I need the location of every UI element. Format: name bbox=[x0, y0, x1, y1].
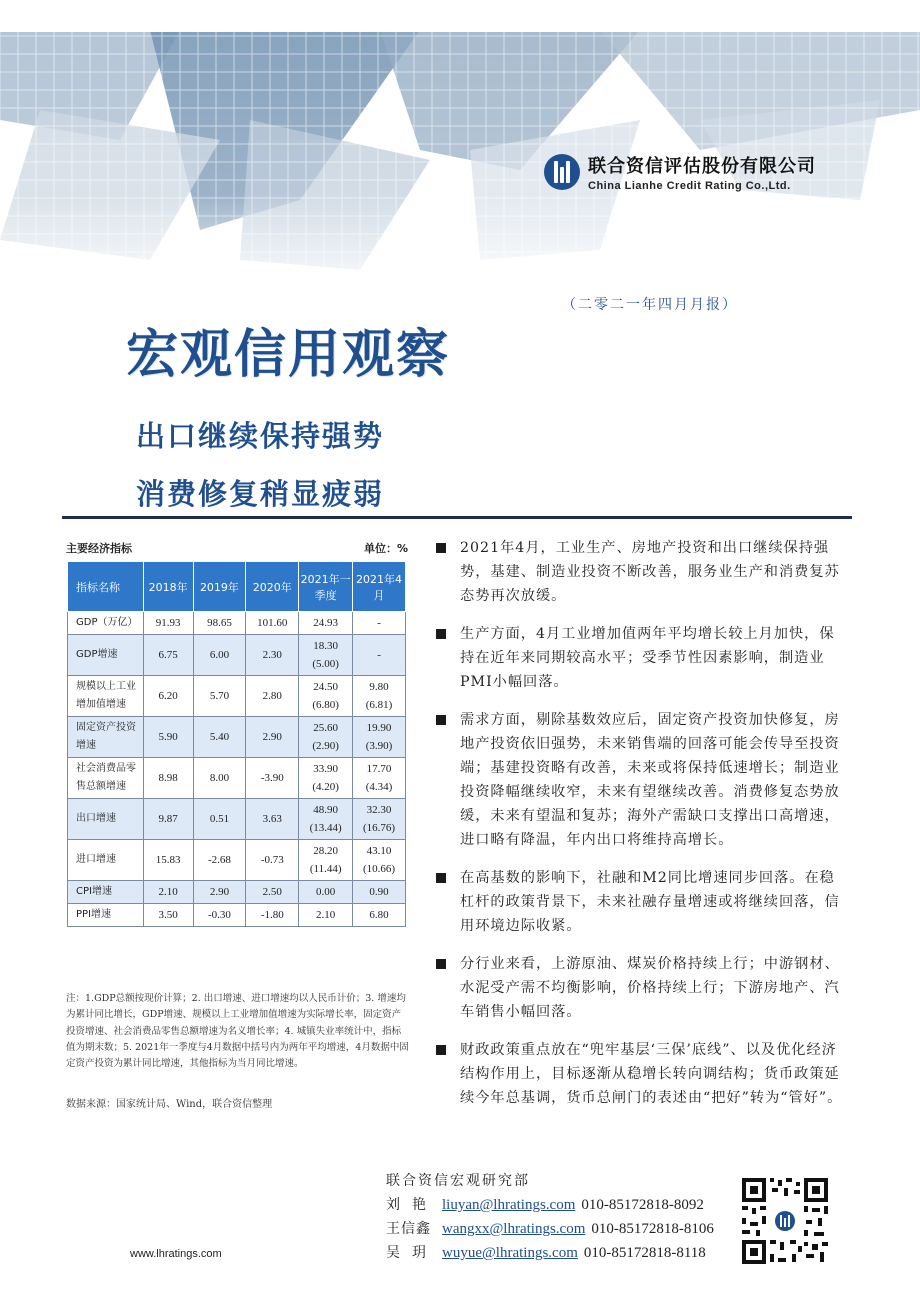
square-bullet-icon bbox=[436, 629, 446, 639]
header-indicator: 指标名称 bbox=[68, 562, 144, 612]
bullet-item: 生产方面，4月工业增加值两年平均增长较上月加快，保持在近年来同期较高水平；受季节性因素影响，制造业PMI小幅回落。 bbox=[436, 622, 846, 694]
lianhe-logo-icon bbox=[544, 154, 580, 190]
subtitle-line-1: 出口继续保持强势 bbox=[136, 419, 385, 453]
header-banner bbox=[0, 0, 920, 300]
square-bullet-icon bbox=[436, 715, 446, 725]
company-name-en: China Lianhe Credit Rating Co.,Ltd. bbox=[588, 180, 791, 192]
contact-phone: 010-85172818-8118 bbox=[583, 1245, 706, 1261]
bullet-item: 2021年4月，工业生产、房地产投资和出口继续保持强势，基建、制造业投资不断改善，服务业生产和消费复苏态势再次放缓。 bbox=[436, 536, 846, 608]
table-notes: 注：1.GDP总额按现价计算；2. 出口增速、进口增速均以人民币计价；3. 增速均为累计同比增长，GDP增速、规模以上工业增加值增速为实际增长率，固定资产投资增速、社会消费品零售总额增速为名义增长率；4. 城镇失业率统计中，指标值为期末数；5. 2021年一季度与4月数据中括号内为两年平均增速，4月数据中固定资产投资为累计同比增速，其他指标为当月同比增速。 bbox=[66, 993, 409, 1070]
table-row: 固定资产投资增速 5.90 5.40 2.90 25.60 (2.90) 19.90 (3.90) bbox=[68, 717, 406, 758]
table-row: 进口增速 15.83 -2.68 -0.73 28.20 (11.44) 43.10 (10.66) bbox=[68, 840, 406, 881]
contact-phone: 010-85172818-8106 bbox=[591, 1221, 714, 1237]
key-points bbox=[436, 536, 846, 1124]
contact-email-link[interactable]: liuyan@lhratings.com bbox=[442, 1197, 576, 1213]
square-bullet-icon bbox=[436, 959, 446, 969]
research-dept: 联合资信宏观研究部 bbox=[386, 1173, 530, 1189]
website-link[interactable]: www.lhratings.com bbox=[130, 1248, 222, 1260]
header-2021apr: 2021年4月 bbox=[353, 562, 406, 612]
contact-name: 刘艳 bbox=[386, 1197, 438, 1213]
geometric-banner-graphic bbox=[0, 0, 920, 300]
header-2021q1: 2021年一季度 bbox=[299, 562, 353, 612]
table-row: GDP增速 6.75 6.00 2.30 18.30 (5.00) - bbox=[68, 635, 406, 676]
contact-email-link[interactable]: wuyue@lhratings.com bbox=[442, 1245, 578, 1261]
series-title: 宏观信用观察 bbox=[126, 325, 451, 385]
table-row: 出口增速 9.87 0.51 3.63 48.90 (13.44) 32.30 (16.76) bbox=[68, 799, 406, 840]
issue-date: （二零二一年四月月报） bbox=[562, 297, 738, 313]
data-source: 数据来源：国家统计局、Wind，联合资信整理 bbox=[66, 1099, 273, 1110]
contact-name: 吴玥 bbox=[386, 1245, 438, 1261]
contact-row bbox=[386, 1218, 714, 1242]
header-2019: 2019年 bbox=[193, 562, 246, 612]
table-caption bbox=[66, 540, 408, 556]
company-logo bbox=[544, 152, 816, 192]
table-title: 主要经济指标 bbox=[66, 542, 132, 555]
bullet-item: 在高基数的影响下，社融和M2同比增速同步回落。在稳杠杆的政策背景下，未来社融存量增速或将继续回落，信用环境边际收紧。 bbox=[436, 866, 846, 938]
table-row: GDP（万亿） 91.93 98.65 101.60 24.93 - bbox=[68, 612, 406, 635]
table-row: 规模以上工业增加值增速 6.20 5.70 2.80 24.50 (6.80) 9.80 (6.81) bbox=[68, 676, 406, 717]
table-row: 社会消费品零售总额增速 8.98 8.00 -3.90 33.90 (4.20) 17.70 (4.34) bbox=[68, 758, 406, 799]
contact-row bbox=[386, 1194, 714, 1218]
table-header-row bbox=[68, 562, 406, 612]
company-name-cn: 联合资信评估股份有限公司 bbox=[588, 156, 816, 177]
contact-phone: 010-85172818-8092 bbox=[581, 1197, 704, 1213]
contact-email-link[interactable]: wangxx@lhratings.com bbox=[442, 1221, 586, 1237]
square-bullet-icon bbox=[436, 873, 446, 883]
square-bullet-icon bbox=[436, 543, 446, 553]
subtitle-line-2: 消费修复稍显疲弱 bbox=[136, 477, 385, 511]
qr-code-icon bbox=[740, 1176, 830, 1266]
economic-indicators-table bbox=[67, 561, 406, 927]
header-2020: 2020年 bbox=[246, 562, 299, 612]
square-bullet-icon bbox=[436, 1045, 446, 1055]
contact-name: 王信鑫 bbox=[386, 1221, 431, 1237]
table-row: CPI增速 2.10 2.90 2.50 0.00 0.90 bbox=[68, 881, 406, 904]
table-unit: 单位：% bbox=[363, 542, 408, 555]
contact-block bbox=[386, 1170, 714, 1266]
contact-row bbox=[386, 1242, 714, 1266]
bullet-item: 分行业来看，上游原油、煤炭价格持续上行；中游钢材、水泥受产需不均衡影响，价格持续上行；下游房地产、汽车销售小幅回落。 bbox=[436, 952, 846, 1024]
bullet-item: 财政政策重点放在“兜牢基层‘三保’底线”、以及优化经济结构作用上，目标逐渐从稳增长转向调结构；货币政策延续今年总基调，货币总闸门的表述由“把好”转为“管好”。 bbox=[436, 1038, 846, 1110]
header-2018: 2018年 bbox=[143, 562, 193, 612]
title-divider bbox=[62, 516, 852, 519]
bullet-item: 需求方面，剔除基数效应后，固定资产投资加快修复，房地产投资依旧强势，未来销售端的回落可能会传导至投资端；基建投资略有改善，未来或将保持低速增长；制造业投资降幅继续收窄，未来有望继续改善。消费修复态势放缓，未来有望温和复苏；海外产需缺口支撑出口高增速，进口略有降温，年内出口将维持高增长。 bbox=[436, 708, 846, 852]
table-row: PPI增速 3.50 -0.30 -1.80 2.10 6.80 bbox=[68, 904, 406, 927]
